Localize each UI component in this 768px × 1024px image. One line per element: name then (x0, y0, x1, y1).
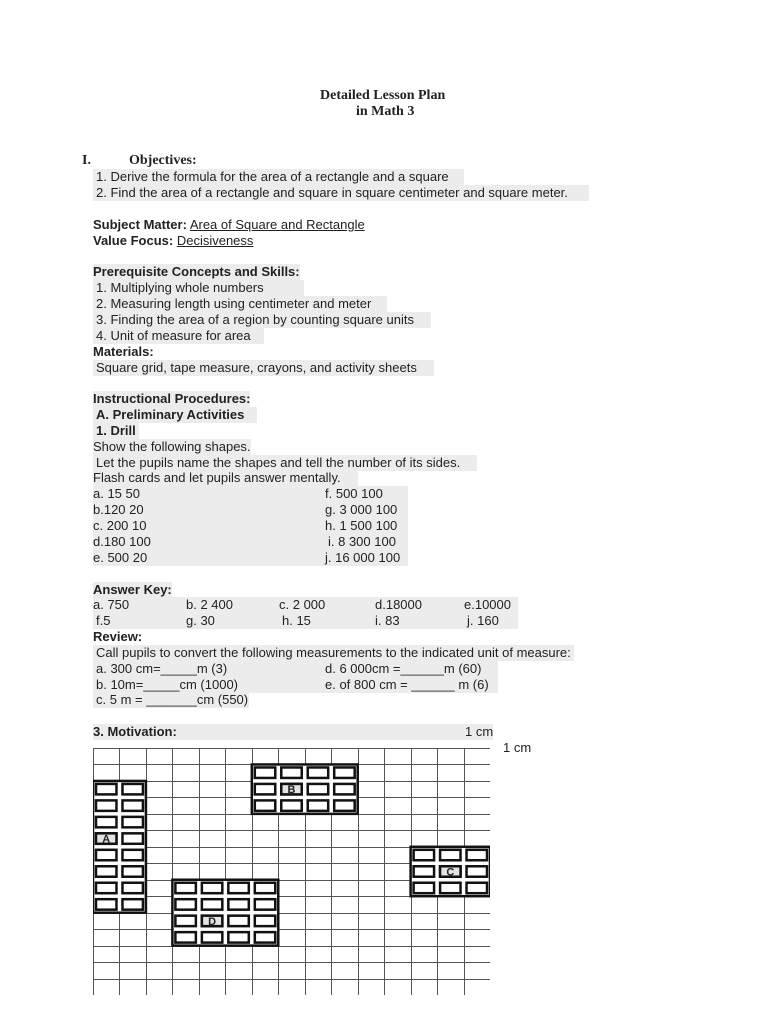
unit-square (308, 800, 328, 810)
unit-square (228, 916, 248, 926)
flash-item: f. 500 100 (325, 486, 383, 501)
unit-square (467, 866, 487, 876)
unit-square (228, 883, 248, 893)
review-item: e. of 800 cm = ______ m (6) (325, 677, 489, 692)
flash-item: g. 3 000 100 (325, 502, 398, 517)
square-grid (93, 748, 490, 995)
unit-label: 1 cm (465, 724, 494, 739)
unit-square (96, 784, 116, 794)
shape-d (172, 880, 278, 946)
unit-square (281, 767, 301, 777)
unit-square (96, 800, 116, 810)
prerequisite-item: 4. Unit of measure for area (93, 328, 264, 344)
unit-square (202, 932, 222, 942)
procedures-heading: Instructional Procedures: (93, 391, 251, 406)
prerequisite-heading: Prerequisite Concepts and Skills: (93, 264, 300, 279)
objective-item: 1. Derive the formula for the area of a rectangle and a square (93, 169, 464, 185)
flash-item: a. 15 50 (93, 486, 140, 501)
flash-item: e. 500 20 (93, 550, 148, 565)
subject-matter-value: Area of Square and Rectangle (189, 217, 365, 232)
unit-square (122, 883, 142, 893)
unit-square (334, 784, 354, 794)
shape-c (411, 847, 490, 896)
unit-square (122, 833, 142, 843)
section-numeral: I. (82, 153, 91, 168)
unit-square (308, 784, 328, 794)
unit-square (122, 866, 142, 876)
unit-square (96, 899, 116, 909)
page-subtitle: in Math 3 (356, 104, 415, 119)
review-instruction: Call pupils to convert the following measurements to the indicated unit of measure: (93, 645, 574, 661)
unit-square (202, 899, 222, 909)
review-item: b. 10m=_____cm (1000) (96, 677, 239, 692)
review-heading: Review: (93, 629, 143, 644)
shape-b (252, 764, 358, 813)
unit-square (255, 767, 275, 777)
unit-square (414, 866, 434, 876)
unit-square (228, 899, 248, 909)
shape-label: B (287, 784, 296, 797)
unit-square (255, 800, 275, 810)
flash-item: d.180 100 (93, 534, 151, 549)
unit-square (440, 883, 460, 893)
answer-key-heading: Answer Key: (93, 582, 172, 597)
unit-square (96, 850, 116, 860)
unit-square (122, 899, 142, 909)
unit-square (96, 883, 116, 893)
flash-item: j. 16 000 100 (325, 550, 401, 565)
flash-item: c. 200 10 (93, 518, 147, 533)
unit-square (255, 899, 275, 909)
review-item: a. 300 cm=_____m (3) (96, 661, 228, 676)
unit-square (175, 932, 195, 942)
answer-item: b. 2 400 (186, 597, 233, 612)
motivation-heading: 3. Motivation: (93, 724, 177, 739)
unit-square (255, 784, 275, 794)
unit-square (334, 767, 354, 777)
unit-square (228, 932, 248, 942)
unit-square (255, 883, 275, 893)
subject-matter-row (93, 217, 365, 233)
procedure-line: Flash cards and let pupils answer mentally. (93, 470, 358, 486)
unit-label: 1 cm (503, 740, 532, 755)
unit-square (414, 883, 434, 893)
subject-matter-label: Subject Matter: (93, 217, 187, 232)
unit-square (440, 850, 460, 860)
answer-item: j. 160 (467, 613, 499, 628)
procedure-line: Show the following shapes. (93, 439, 251, 454)
unit-square (175, 916, 195, 926)
unit-square (175, 899, 195, 909)
flash-item: b.120 20 (93, 502, 144, 517)
unit-square (255, 932, 275, 942)
prerequisite-item: 1. Multiplying whole numbers (93, 280, 304, 296)
unit-square (467, 883, 487, 893)
unit-square (202, 883, 222, 893)
unit-square (175, 883, 195, 893)
shape-label: A (102, 833, 111, 846)
materials-heading: Materials: (93, 344, 154, 359)
unit-square (122, 784, 142, 794)
materials-text: Square grid, tape measure, crayons, and activity sheets (93, 360, 434, 376)
section-heading: Objectives: (129, 153, 197, 168)
unit-square (122, 850, 142, 860)
drill-heading: 1. Drill (93, 423, 139, 439)
unit-square (414, 850, 434, 860)
shape-label: C (446, 866, 455, 879)
unit-square (122, 817, 142, 827)
preliminary-heading: A. Preliminary Activities (93, 407, 257, 423)
answer-item: g. 30 (186, 613, 215, 628)
answer-item: h. 15 (282, 613, 311, 628)
answer-item: e.10000 (464, 597, 511, 612)
unit-square (255, 916, 275, 926)
value-focus-value: Decisiveness (176, 233, 254, 248)
unit-square (96, 866, 116, 876)
unit-square (308, 767, 328, 777)
prerequisite-item: 2. Measuring length using centimeter and meter (93, 296, 387, 312)
unit-square (467, 850, 487, 860)
answer-item: d.18000 (375, 597, 422, 612)
value-focus-label: Value Focus: (93, 233, 174, 248)
prerequisite-item: 3. Finding the area of a region by counting square units (93, 312, 431, 328)
review-item: c. 5 m = _______cm (550) (96, 692, 249, 707)
flash-item: i. 8 300 100 (328, 534, 396, 549)
objective-item: 2. Find the area of a rectangle and square in square centimeter and square meter. (93, 185, 589, 201)
shape-a (93, 781, 146, 913)
review-item: d. 6 000cm =______m (60) (325, 661, 482, 676)
value-focus-row (93, 233, 253, 249)
unit-square (122, 800, 142, 810)
unit-square (281, 800, 301, 810)
page-title: Detailed Lesson Plan (320, 88, 446, 103)
unit-square (334, 800, 354, 810)
answer-item: i. 83 (375, 613, 400, 628)
answer-item: c. 2 000 (279, 597, 326, 612)
shape-label: D (208, 915, 217, 928)
procedure-line: Let the pupils name the shapes and tell the number of its sides. (93, 455, 477, 471)
flash-item: h. 1 500 100 (325, 518, 398, 533)
answer-item: f.5 (96, 613, 111, 628)
unit-square (96, 817, 116, 827)
answer-item: a. 750 (93, 597, 130, 612)
